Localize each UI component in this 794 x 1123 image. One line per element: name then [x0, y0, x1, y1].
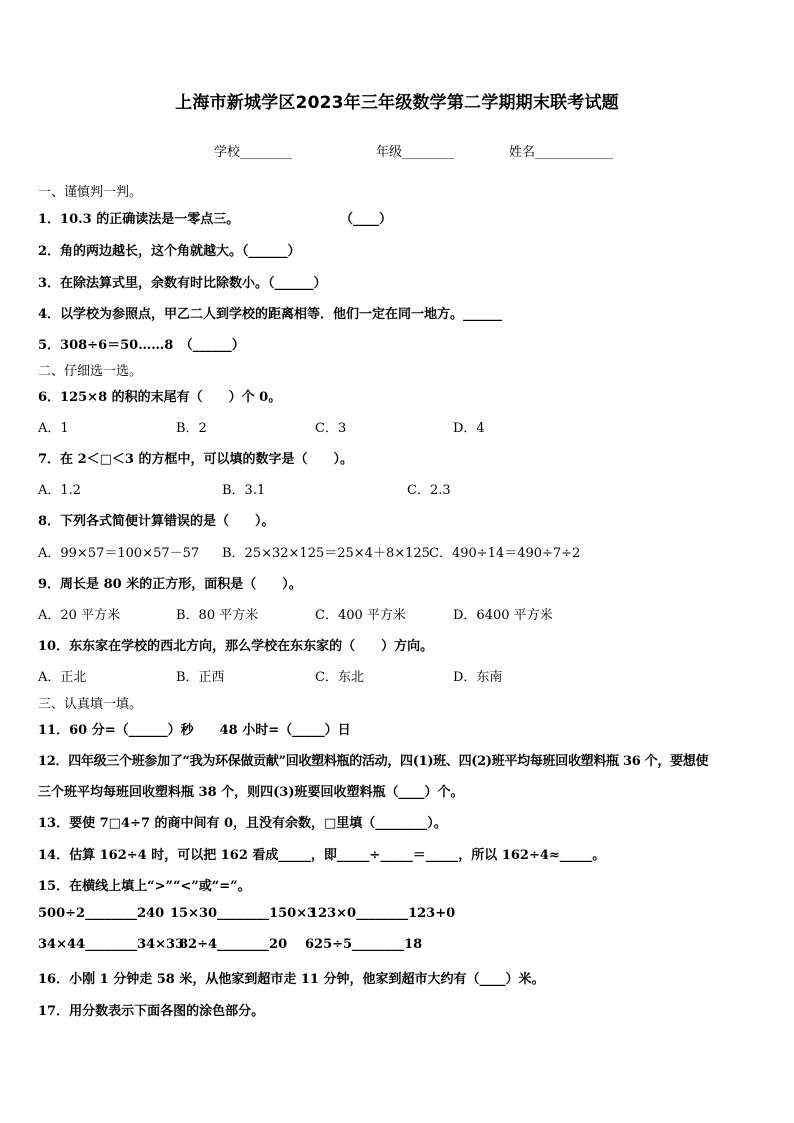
section-heading-choose: 二、仔细选一选。: [38, 364, 143, 379]
section-heading-fill: 三、认真填一填。: [38, 697, 143, 712]
question-9: 9．周长是 80 米的正方形，面积是（ ）。: [38, 577, 302, 592]
q10-option-a: A．正北: [38, 670, 87, 685]
q15-compare-3: 123×0________123+0: [309, 906, 456, 921]
q6-option-d: D．4: [453, 421, 485, 436]
question-3: 3．在除法算式里，余数有时比除数小。（______）: [38, 276, 327, 291]
question-5: 5．308÷6＝50……8 （______）: [38, 338, 245, 353]
page-title: 上海市新城学区2023年三年级数学第二学期期末联考试题: [175, 93, 619, 113]
q8-option-b: B．25×32×125＝25×4＋8×125: [222, 546, 430, 561]
q9-option-c: C．400 平方米: [315, 608, 406, 623]
q7-option-a: A．1.2: [38, 483, 82, 498]
question-14: 14．估算 162÷4 时，可以把 162 看成_____，即_____÷_____＝_____，所以 162÷4≈_____。: [38, 848, 606, 863]
question-2: 2．角的两边越长，这个角就越大。（______）: [38, 244, 301, 259]
q15-compare-5: 82÷4________20: [179, 937, 288, 952]
q9-option-d: D．6400 平方米: [453, 608, 553, 623]
question-12-line-2: 三个班平均每班回收塑料瓶 38 个，则四(3)班要回收塑料瓶（____）个。: [38, 785, 464, 800]
school-field-label: 学校________: [214, 145, 293, 160]
q6-option-b: B．2: [176, 421, 207, 436]
question-8: 8．下列各式简便计算错误的是（ ）。: [38, 514, 275, 529]
q15-compare-6: 625÷5________18: [305, 937, 423, 952]
q15-compare-4: 34×44________34×33: [38, 937, 185, 952]
q6-option-a: A．1: [38, 421, 69, 436]
q15-compare-1: 500÷2________240: [38, 906, 165, 921]
question-12-line-1: 12．四年级三个班参加了“我为环保做贡献”回收塑料瓶的活动，四(1)班、四(2)班平均每班回收塑料瓶 36 个，要想使: [38, 754, 709, 769]
grade-field-label: 年级________: [376, 145, 455, 160]
q15-compare-2: 15×30________150×3: [170, 906, 317, 921]
q9-option-a: A．20 平方米: [38, 608, 121, 623]
question-4: 4．以学校为参照点，甲乙二人到学校的距离相等．他们一定在同一地方。______: [38, 307, 503, 322]
question-13: 13．要使 7□4÷7 的商中间有 0，且没有余数，□里填（________）。: [38, 816, 447, 831]
section-heading-judge: 一、谨慎判一判。: [38, 185, 143, 200]
question-11: 11．60 分=（______）秒 48 小时=（_____）日: [38, 723, 351, 738]
question-10: 10．东东家在学校的西北方向，那么学校在东东家的（ ）方向。: [38, 639, 434, 654]
question-7: 7．在 2＜□＜3 的方框中，可以填的数字是（ ）。: [38, 452, 353, 467]
q10-option-d: D．东南: [453, 670, 503, 685]
q9-option-b: B．80 平方米: [176, 608, 259, 623]
question-15: 15．在横线上填上“>”“<”或“=”。: [38, 879, 251, 894]
q6-option-c: C．3: [315, 421, 347, 436]
q7-option-b: B．3.1: [222, 483, 266, 498]
q10-option-b: B．正西: [176, 670, 225, 685]
q8-option-c: C．490÷14＝490÷7÷2: [429, 546, 581, 561]
question-6: 6．125×8 的积的末尾有（ ）个 0。: [38, 390, 282, 405]
q10-option-c: C．东北: [315, 670, 364, 685]
question-1: 1．10.3 的正确读法是一零点三。: [38, 212, 240, 227]
question-1-blank: （____）: [340, 212, 393, 227]
q7-option-c: C．2.3: [407, 483, 451, 498]
q8-option-a: A．99×57＝100×57－57: [38, 546, 200, 561]
question-17: 17．用分数表示下面各图的涂色部分。: [38, 1004, 265, 1019]
name-field-label: 姓名____________: [509, 145, 614, 160]
question-16: 16．小刚 1 分钟走 58 米，从他家到超市走 11 分钟，他家到超市大约有（____）米。: [38, 972, 545, 987]
